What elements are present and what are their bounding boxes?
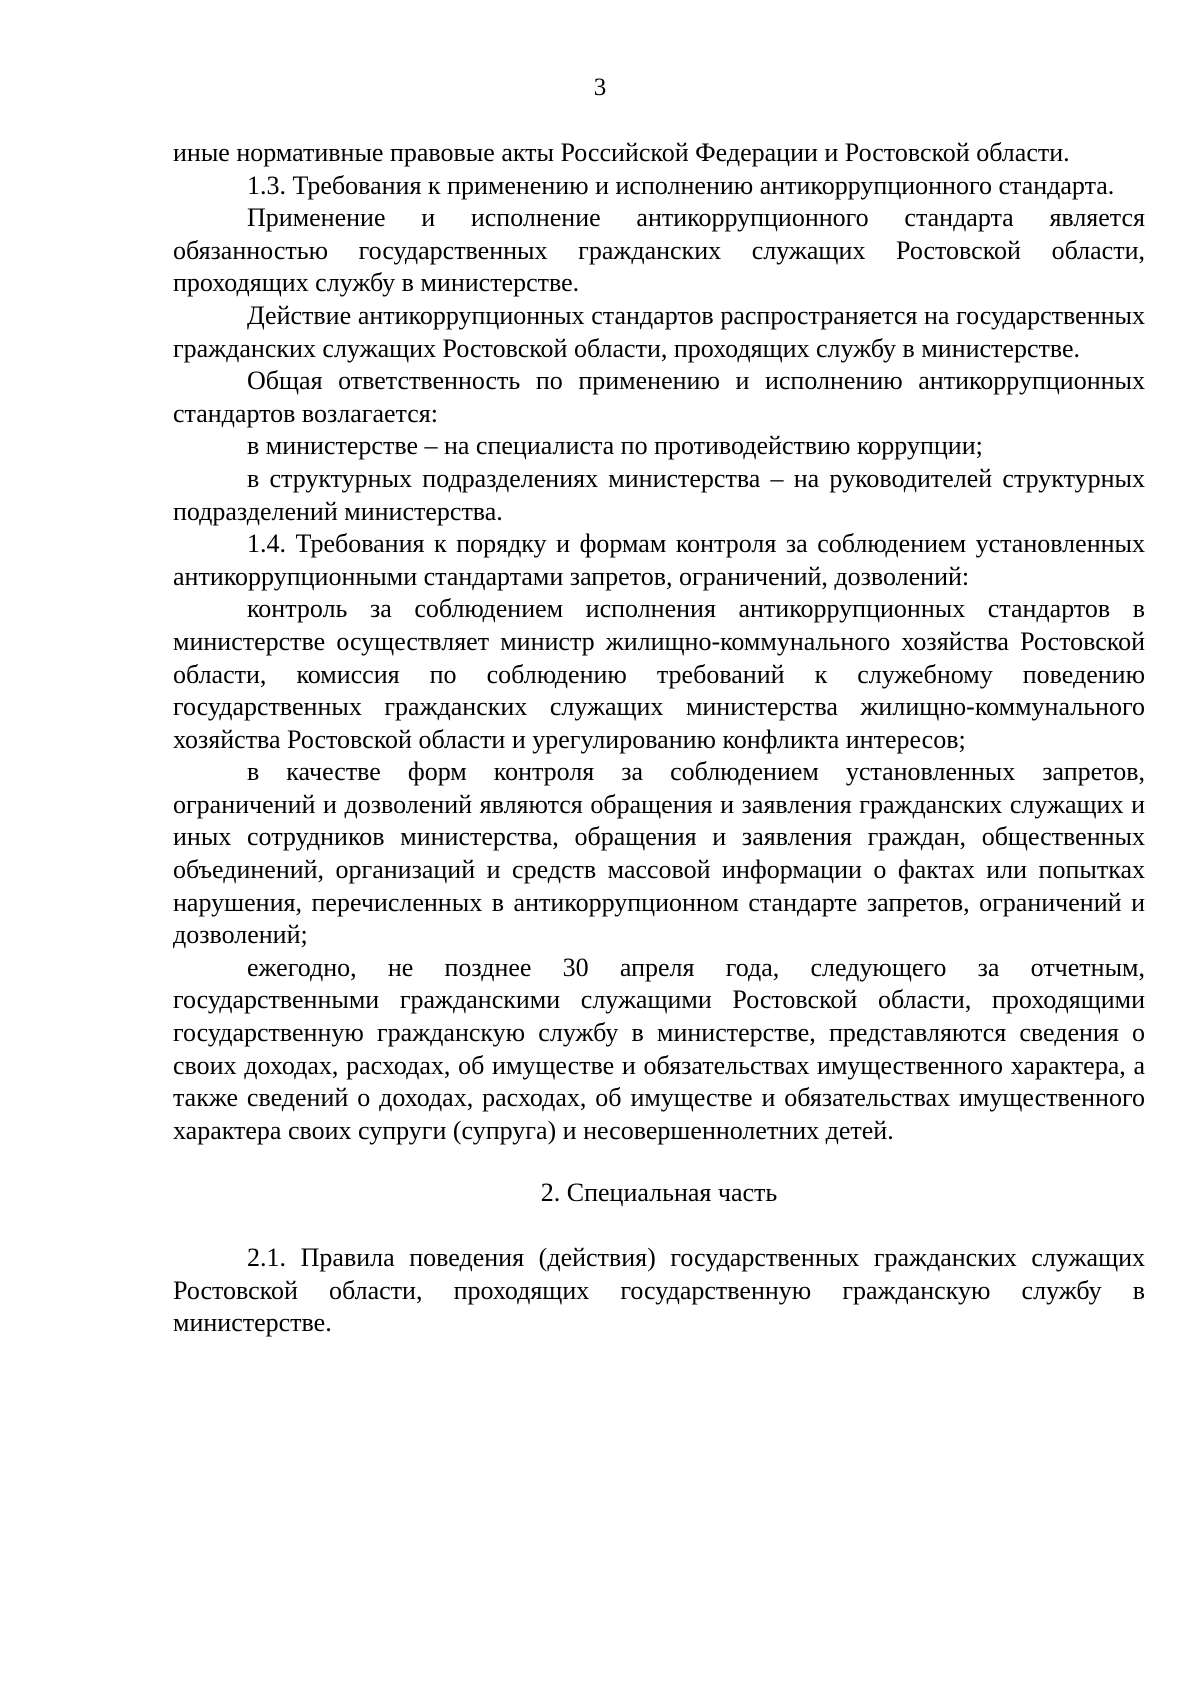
- paragraph-1-4: 1.4. Требования к порядку и формам контроля за соблюдением установленных антикоррупционными стандартами запретов, ограничений, дозволений:: [173, 529, 1145, 591]
- paragraph-2-1: 2.1. Правила поведения (действия) государственных гражданских служащих Ростовской области, проходящих государственную гражданскую службу в министерстве.: [173, 1243, 1145, 1338]
- paragraph: Применение и исполнение антикоррупционного стандарта является обязанностью государственных гражданских служащих Ростовской области, проходящих службу в министерстве.: [173, 203, 1145, 298]
- section-heading: 2. Специальная часть: [540, 1178, 778, 1208]
- paragraph: в качестве форм контроля за соблюдением установленных запретов, ограничений и дозволений являются обращения и заявления гражданских служащих и иных сотрудников министерства, обращения и заявления граждан, общественных объединений, организаций и средств массовой информации о фактах или попытках нарушения, перечисленных в антикоррупционном стандарте запретов, ограничений и дозволений;: [173, 757, 1145, 950]
- paragraph-1-3: 1.3. Требования к применению и исполнению антикоррупционного стандарта.: [247, 170, 1115, 200]
- paragraph: Общая ответственность по применению и исполнению антикоррупционных стандартов возлагается:: [173, 366, 1145, 428]
- paragraph: ежегодно, не позднее 30 апреля года, следующего за отчетным, государственными гражданскими служащими Ростовской области, проходящими государственную гражданскую службу в министерстве, представляются сведения о своих доходах, расходах, об имуществе и обязательствах имущественного характера, а также сведений о доходах, расходах, об имуществе и обязательствах имущественного характера своих супруги (супруга) и несовершеннолетних детей.: [173, 952, 1145, 1145]
- paragraph: Действие антикоррупционных стандартов распространяется на государственных гражданских служащих Ростовской области, проходящих службу в министерстве.: [173, 300, 1145, 363]
- page-number: 3: [593, 74, 607, 101]
- document-body: [173, 137, 1145, 1340]
- paragraph: в министерстве – на специалиста по противодействию коррупции;: [247, 431, 983, 461]
- paragraph: контроль за соблюдением исполнения антикоррупционных стандартов в министерстве осуществляет министр жилищно-коммунального хозяйства Ростовской области, комиссия по соблюдению требований к служебному поведению государственных гражданских служащих министерства жилищно-коммунального хозяйства Ростовской области и урегулированию конфликта интересов;: [173, 594, 1145, 754]
- paragraph: в структурных подразделениях министерства – на руководителей структурных подразделений министерства.: [173, 463, 1145, 526]
- paragraph-continuation: иные нормативные правовые акты Российской Федерации и Ростовской области.: [173, 138, 1070, 167]
